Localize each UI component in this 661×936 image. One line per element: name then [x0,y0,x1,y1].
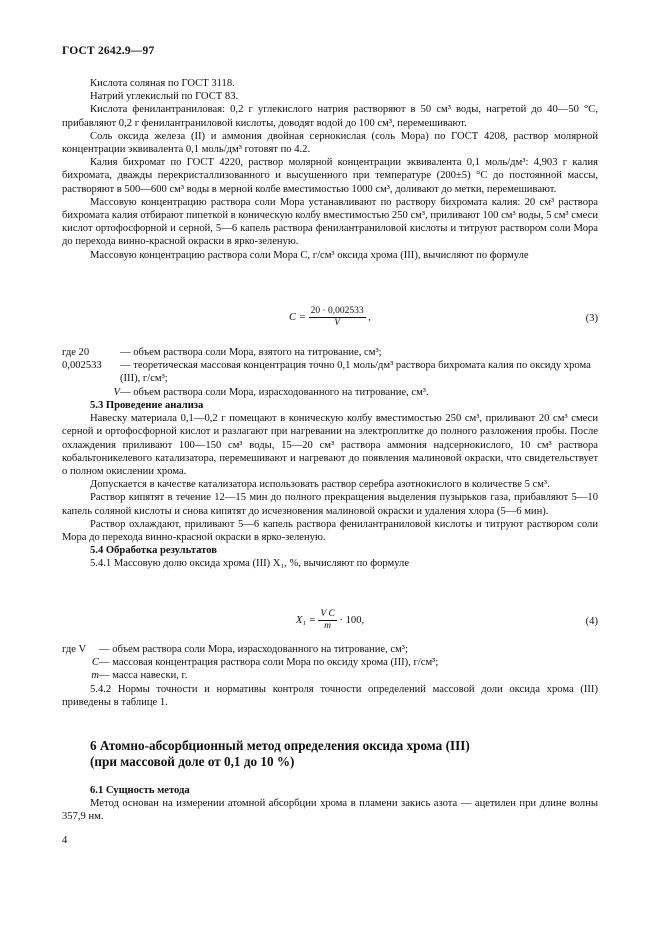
section-5-3-p4: Раствор охлаждают, приливают 5—6 капель раствора фенилантраниловой кислоты и титруют раствором соли Мора до перехода винно-красной окраски в ярко-зеленую. [62,518,598,544]
formula-4 [62,609,598,639]
legend-label: где 20 [62,347,90,358]
section-5-4-2: 5.4.2 Нормы точности и нормативы контроля точности определений массовой доли оксида хрома (III) приведены в таблице 1. [62,683,598,708]
section-6-title-line2: (при массовой доле от 0,1 до 10 %) [90,753,295,769]
formula-4-number: (4) [585,616,598,627]
legend-row [62,669,598,682]
formula-4-fraction [318,609,336,632]
reagent-phenylanthranilic: Кислота фенилантраниловая: 0,2 г углекислого натрия растворяют в 50 см³ воды, нагретой до 40—50 °С, прибавляют 0,2 г фенилантраниловой кислоты, доводят водой до 100 см³, перемешивают. [62,104,598,129]
legend-label: m [91,670,99,682]
legend-text: — объем раствора соли Мора, израсходованного на титрование, см³; [99,644,408,655]
formula-4-lhs: X₁ = [295,614,316,626]
section-5-4-1: 5.4.1 Массовую долю оксида хрома (III) X₁, %, вычисляют по формуле [90,558,410,570]
section-5-3 [62,399,598,571]
legend-label: V [113,386,120,398]
legend-text: — объем раствора соли Мора, израсходованного на титрование, см³. [120,386,429,398]
legend-row [62,656,598,669]
formula-3-tail: , [368,311,371,323]
section-6-1 [62,784,598,824]
formula-3-denominator: V [334,318,340,328]
legend-row [62,386,598,399]
section-5-3-p2: Допускается в качестве катализатора использовать раствор серебра азотнокислого в количестве 5 см³. [90,479,550,491]
formula-4-legend [62,643,598,709]
reagent-potassium-bichromate: Калия бихромат по ГОСТ 4220, раствор молярной концентрации эквивалента 0,1 моль/дм³: 4,903 г калия бихромата, дважды перекристаллизованного и высушенного при температуре (200±5) °С до постоянной массы, растворяют в 500—600 см³ воды в мерной колбе вместимостью 1000 см³, доливают до метки, перемешивают. [62,157,598,195]
legend-text: — теоретическая массовая концентрация точно 0,1 моль/дм³ раствора бихромата калия по оксиду хрома (III), г/см³; [120,360,591,385]
formula-3-numerator: 20 · 0,002533 [310,306,364,316]
section-6-title-line1: 6 Атомно-абсорбционный метод определения оксида хрома (III) [90,738,470,753]
formula-4-tail: · 100, [339,614,365,626]
legend-row [62,346,598,359]
section-5-4-title: 5.4 Обработка результатов [90,545,217,557]
formula-3-lhs: C = [289,311,306,323]
section-6-title [90,738,570,769]
section-6-1-p1: Метод основан на измерении атомной абсорбции хрома в пламени закись азота — ацетилен при длине волны 357,9 нм. [62,798,598,823]
legend-row [62,359,598,385]
section-5-3-title: 5.3 Проведение анализа [90,400,204,411]
reagent-mohr-salt: Соль оксида железа (II) и аммония двойная сернокислая (соль Мора) по ГОСТ 4208, раствор молярной концентрации эквивалента 0,1 моль/дм³ готовят по 4.2. [62,130,598,156]
formula-3-number: (3) [585,313,598,324]
document-header: ГОСТ 2642.9—97 [62,45,155,57]
page-number: 4 [62,835,68,846]
legend-label: C [91,657,99,669]
formula-3-legend [62,346,598,399]
reagent-hcl: Кислота соляная по ГОСТ 3118. [90,78,235,89]
legend-label: 0,002533 [62,360,102,372]
section-5-3-p1: Навеску материала 0,1—0,2 г помещают в коническую колбу вместимостью 250 см³, приливают 20 см³ смеси серной и ортофосфорной кислот и разлагают при нагревании на электроплитке до полного разложения пробы. После охлаждения приливают 100—150 см³ воды, 15—20 см³ раствора аммония надсернокислого, 10 см³ раствора кобальтоникелевого катализатора, перемешивают и нагревают до появления малиновой окраски, что свидетельствует о полном окислении хрома. [62,413,598,478]
formula-4-numerator: V C [320,609,335,619]
legend-text: — объем раствора соли Мора, взятого на титрование, см³; [120,347,382,358]
section-5-3-p3: Раствор кипятят в течение 12—15 мин до полного прекращения выделения пузырьков газа, прибавляют 5—10 капель соляной кислоты и снова кипятят до исчезновения малиновой окраски и удаления хлора (5—6 мин). [62,492,598,517]
legend-label: где V [62,644,87,655]
mass-concentration-paragraph: Массовую концентрацию раствора соли Мора устанавливают по раствору бихромата калия: 20 см³ раствора бихромата калия отбирают пипеткой в коническую колбу вместимостью 250 см³, приливают 100 см³ воды, 5 см³ смеси кислот ортофосфорной и серной, 5—6 капель раствора фенилантраниловой кислоты и титруют раствором соли Мора до перехода винно-красной окраски в ярко-зеленую. [62,196,598,248]
reagents-block [62,77,598,262]
legend-text: — масса навески, г. [99,670,188,682]
reagent-sodium-carbonate: Натрий углекислый по ГОСТ 83. [90,91,239,103]
section-6-1-title: 6.1 Сущность метода [90,785,190,796]
formula-3 [62,306,598,336]
formula-4-denominator: m [324,621,332,631]
formula-3-fraction [309,306,366,329]
legend-row [62,643,598,656]
legend-text: — массовая концентрация раствора соли Мора по оксиду хрома (III), г/см³; [99,657,439,669]
mass-concentration-formula-intro: Массовую концентрацию раствора соли Мора С, г/см³ оксида хрома (III), вычисляют по формуле [90,249,529,261]
